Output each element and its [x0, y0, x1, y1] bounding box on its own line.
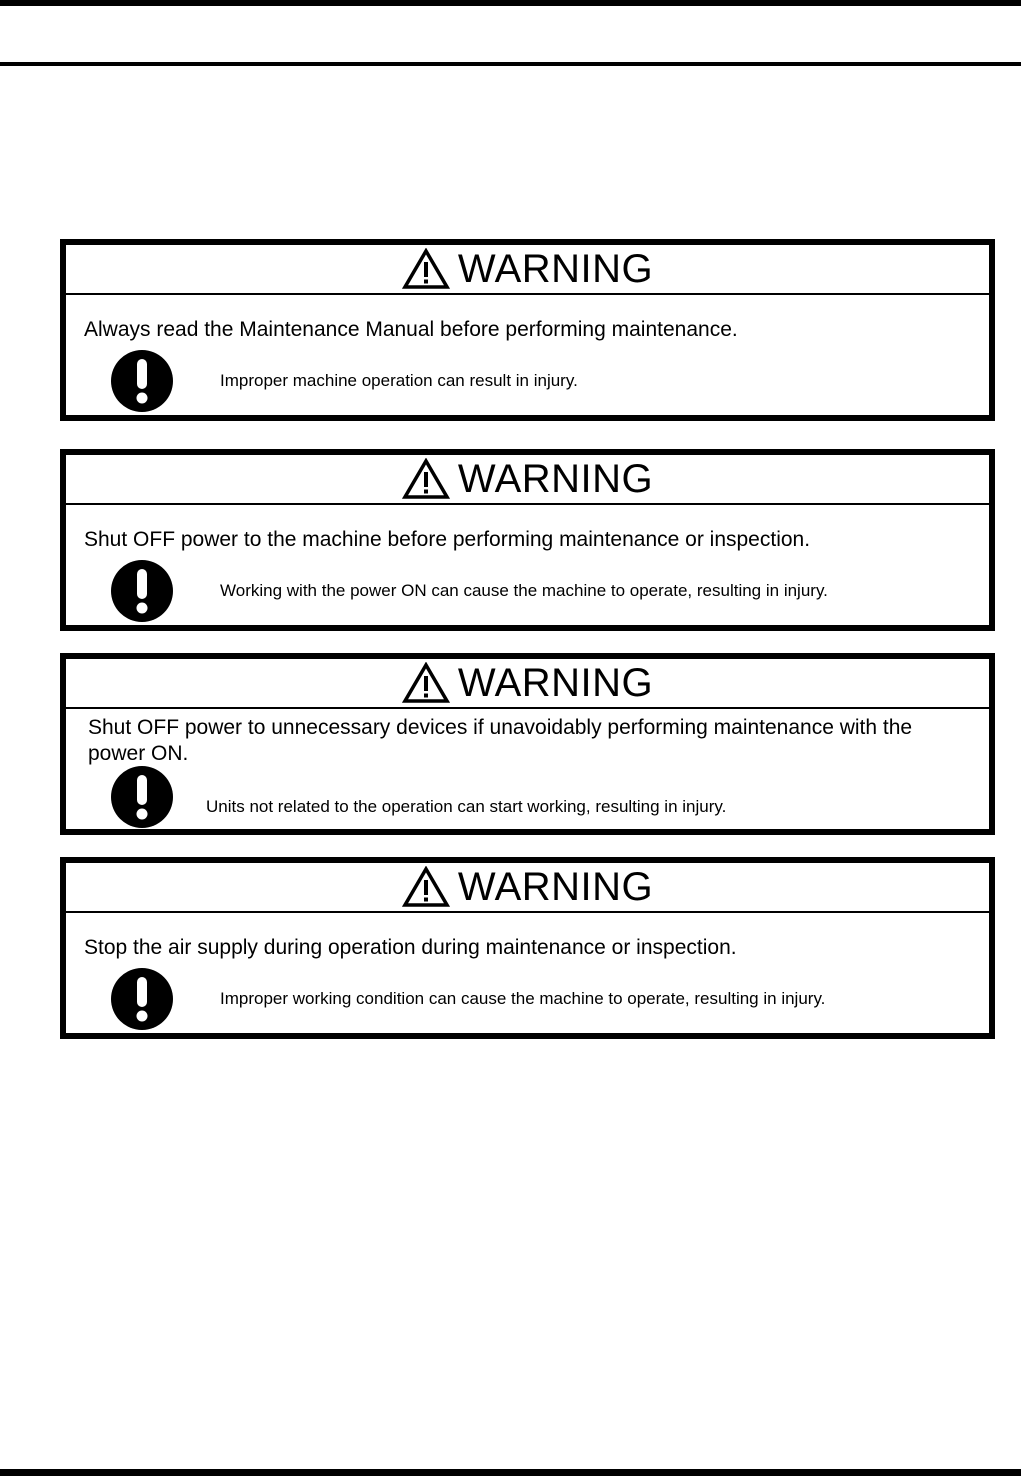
mandatory-action-icon: [110, 765, 174, 829]
warning-box-1: [60, 239, 995, 421]
warning-consequence: Working with the power ON can cause the machine to operate, resulting in injury.: [220, 581, 828, 600]
warning-box-3: [60, 653, 995, 835]
header-rule-top: [0, 0, 1021, 6]
warning-title: WARNING: [457, 661, 654, 705]
warning-title: WARNING: [457, 457, 654, 501]
warning-header: [66, 455, 989, 505]
mandatory-action-icon: [110, 349, 174, 413]
footer-rule: [0, 1469, 1021, 1476]
warning-header: [66, 659, 989, 709]
warning-consequence: Units not related to the operation can start working, resulting in injury.: [206, 797, 727, 816]
warning-consequence: Improper machine operation can result in injury.: [220, 371, 578, 390]
warning-triangle-icon: [402, 248, 450, 290]
mandatory-action-icon: [110, 559, 174, 623]
warning-header: [66, 245, 989, 295]
mandatory-action-icon: [110, 967, 174, 1031]
warning-instruction: Stop the air supply during operation during maintenance or inspection.: [84, 936, 737, 959]
warning-title: WARNING: [457, 865, 654, 909]
header-rule-bottom: [0, 62, 1021, 66]
warning-triangle-icon: [402, 662, 450, 704]
warning-consequence: Improper working condition can cause the machine to operate, resulting in injury.: [220, 989, 826, 1008]
warning-instruction: Always read the Maintenance Manual before performing maintenance.: [84, 318, 738, 341]
warning-box-4: [60, 857, 995, 1039]
warning-instruction: Shut OFF power to unnecessary devices if unavoidably performing maintenance with the power ON.: [88, 716, 913, 765]
warning-triangle-icon: [402, 458, 450, 500]
warning-triangle-icon: [402, 866, 450, 908]
warning-box-2: [60, 449, 995, 631]
warning-instruction: Shut OFF power to the machine before performing maintenance or inspection.: [84, 528, 811, 551]
warning-header: [66, 863, 989, 913]
warning-title: WARNING: [457, 247, 654, 291]
